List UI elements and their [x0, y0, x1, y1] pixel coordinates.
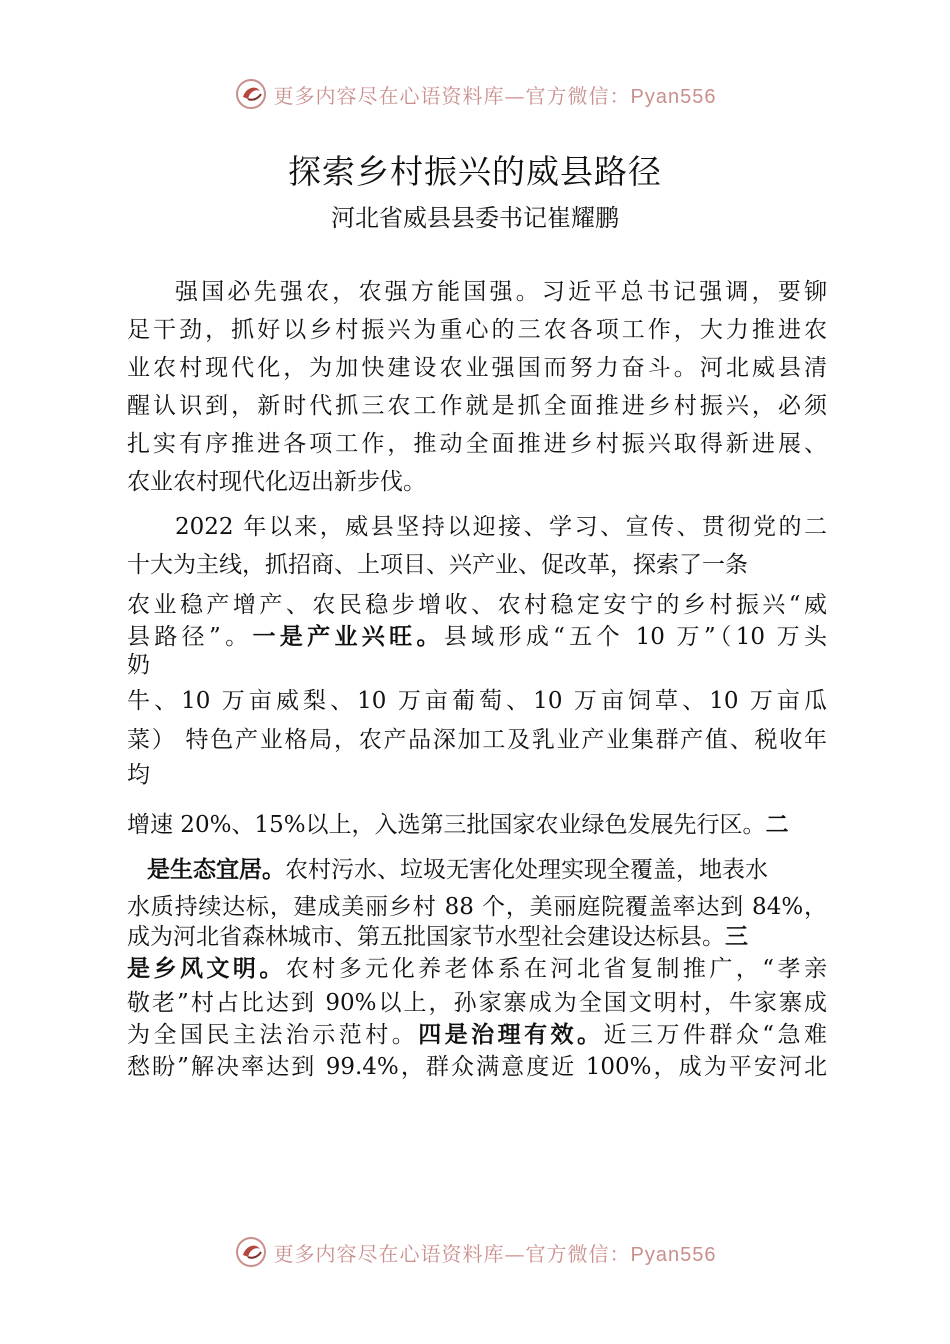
text-line: 成为河北省森林城市、第五批国家节水型社会建设达标县。三 — [127, 924, 748, 950]
text-line: 足干劲，抓好以乡村振兴为重心的三农各项工作，大力推进农 — [127, 317, 827, 343]
text-line: 是生态宜居。农村污水、垃圾无害化处理实现全覆盖，地表水 — [147, 857, 768, 883]
text-line: 菜） 特色产业格局，农产品深加工及乳业产业集群产值、税收年 — [127, 727, 827, 753]
text-line: 为全国民主法治示范村。四是治理有效。近三万件群众“急难 — [127, 1022, 828, 1048]
text-line: 业农村现代化，为加快建设农业强国而努力奋斗。河北威县清 — [127, 355, 827, 381]
watermark-text: 更多内容尽在心语资料库—官方微信： — [273, 1241, 631, 1266]
text-line: 扎实有序推进各项工作，推动全面推进乡村振兴取得新进展、 — [127, 431, 827, 457]
text-line: 农业稳产增产、农民稳步增收、农村稳定安宁的乡村振兴“威 — [127, 592, 827, 618]
watermark-id: Pyan556 — [630, 1243, 717, 1266]
footer-watermark — [0, 1232, 950, 1272]
author-line: 河北省威县县委书记崔耀鹏 — [331, 204, 619, 232]
text-line: 醒认识到，新时代抓三农工作就是抓全面推进乡村振兴，必须 — [127, 393, 827, 419]
text-line: 愁盼”解决率达到 99.4%，群众满意度近 100%，成为平安河北 — [127, 1054, 827, 1080]
watermark-text: 更多内容尽在心语资料库—官方微信： — [273, 83, 631, 108]
text-line: 水质持续达标，建成美丽乡村 88 个，美丽庭院覆盖率达到 84%， — [127, 894, 827, 920]
text-line: 县路径”。一是产业兴旺。县域形成“五个 10 万”（10 万头 — [127, 624, 828, 650]
rose-logo-icon — [234, 1235, 268, 1269]
text-line: 敬老”村占比达到 90%以上，孙家寨成为全国文明村，牛家寨成 — [127, 990, 827, 1016]
text-line: 均 — [127, 762, 150, 788]
rose-logo-icon — [234, 77, 268, 111]
text-line: 是乡风文明。农村多元化养老体系在河北省复制推广，“孝亲 — [127, 956, 827, 982]
text-line: 增速 20%、15%以上，入选第三批国家农业绿色发展先行区。二 — [127, 812, 789, 838]
text-line: 强国必先强农，农强方能国强。习近平总书记强调，要铆 — [175, 279, 827, 305]
text-line: 牛、10 万亩威梨、10 万亩葡萄、10 万亩饲草、10 万亩瓜 — [127, 688, 827, 714]
text-line: 奶 — [127, 652, 150, 678]
text-line: 农业农村现代化迈出新步伐。 — [127, 469, 426, 495]
header-watermark — [0, 74, 950, 114]
text-line: 十大为主线，抓招商、上项目、兴产业、促改革，探索了一条 — [127, 552, 748, 578]
text-line: 2022 年以来，威县坚持以迎接、学习、宣传、贯彻党的二 — [175, 514, 827, 540]
page-title: 探索乡村振兴的威县路径 — [288, 152, 662, 191]
watermark-id: Pyan556 — [630, 85, 717, 108]
